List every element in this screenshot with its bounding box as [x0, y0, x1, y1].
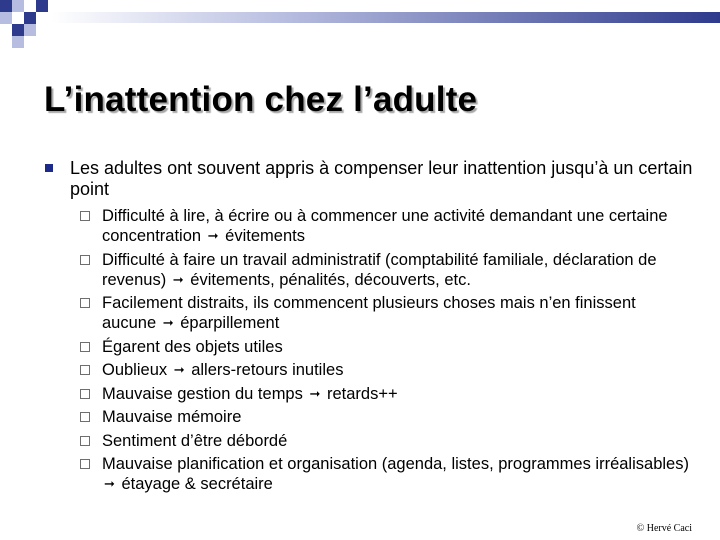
- sub-bullet-item: [78, 454, 694, 494]
- square-bullet-icon: [45, 164, 53, 172]
- hollow-square-bullet-icon: [80, 342, 90, 352]
- sub-bullet-result: retards++: [326, 384, 398, 403]
- slide-title: L’inattention chez l’adulte: [44, 80, 478, 119]
- sub-bullet-text: Facilement distraits, ils commencent plusieurs choses mais n’en finissent aucune: [102, 294, 636, 332]
- sub-bullet-list: [78, 206, 694, 494]
- hollow-square-bullet-icon: [80, 365, 90, 375]
- sub-bullet-text: Sentiment d’être débordé: [102, 431, 288, 450]
- hollow-square-bullet-icon: [80, 255, 90, 265]
- hollow-square-bullet-icon: [80, 211, 90, 221]
- main-bullet: [44, 158, 694, 200]
- sub-bullet-result: évitements: [225, 227, 305, 245]
- sub-bullet-text: Difficulté à faire un travail administratif (comptabilité familiale, déclaration de revenus): [102, 250, 657, 289]
- sub-bullet-text: Difficulté à lire, à écrire ou à commencer une activité demandant une certaine concentration: [102, 207, 668, 245]
- sub-bullet-item: [78, 407, 694, 427]
- hollow-square-bullet-icon: [80, 298, 90, 308]
- deco-square: [36, 0, 48, 12]
- sub-bullet-item: [78, 293, 694, 333]
- sub-bullet-item: [78, 431, 694, 451]
- gradient-bar: [52, 12, 720, 23]
- hollow-square-bullet-icon: [80, 412, 90, 422]
- slide-content: [44, 158, 694, 498]
- sub-bullet-item: [78, 337, 694, 357]
- deco-square: [24, 12, 36, 24]
- decorative-banner: [0, 0, 720, 50]
- sub-bullet-text: Oublieux: [102, 361, 168, 379]
- main-bullet-text: Les adultes ont souvent appris à compenser leur inattention jusqu’à un certain point: [70, 158, 693, 199]
- right-arrow-icon: ➞: [207, 228, 219, 243]
- right-arrow-icon: ➞: [309, 385, 321, 401]
- sub-bullet-result: évitements, pénalités, découverts, etc.: [190, 270, 471, 289]
- deco-square: [12, 36, 24, 48]
- sub-bullet-text: Mauvaise mémoire: [102, 408, 242, 426]
- hollow-square-bullet-icon: [80, 459, 90, 469]
- sub-bullet-item: [78, 360, 694, 380]
- right-arrow-icon: ➞: [162, 315, 174, 330]
- sub-bullet-item: [78, 206, 694, 246]
- sub-bullet-item: [78, 250, 694, 290]
- hollow-square-bullet-icon: [80, 436, 90, 446]
- sub-bullet-result: étayage & secrétaire: [121, 475, 273, 493]
- deco-square: [12, 24, 24, 36]
- right-arrow-icon: ➞: [172, 271, 184, 287]
- deco-square: [24, 24, 36, 36]
- sub-bullet-result: allers-retours inutiles: [191, 361, 344, 379]
- right-arrow-icon: ➞: [104, 476, 115, 491]
- deco-square: [0, 0, 12, 12]
- sub-bullet-result: éparpillement: [180, 314, 280, 332]
- copyright-notice: © Hervé Caci: [636, 523, 692, 534]
- deco-square: [12, 0, 24, 12]
- sub-bullet-text: Mauvaise gestion du temps: [102, 384, 303, 403]
- right-arrow-icon: ➞: [173, 362, 185, 377]
- sub-bullet-item: [78, 384, 694, 404]
- hollow-square-bullet-icon: [80, 389, 90, 399]
- sub-bullet-text: Mauvaise planification et organisation (agenda, listes, programmes irréalisables): [102, 455, 689, 473]
- deco-square: [0, 12, 12, 24]
- sub-bullet-text: Égarent des objets utiles: [102, 337, 283, 356]
